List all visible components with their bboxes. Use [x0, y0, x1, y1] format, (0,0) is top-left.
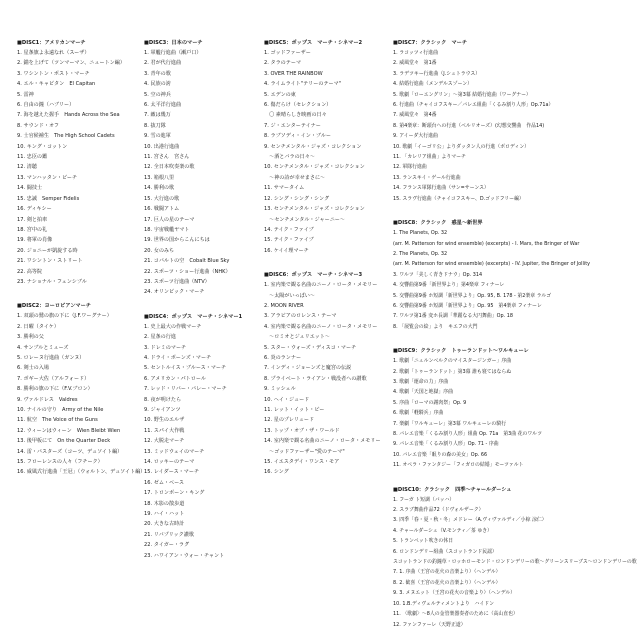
track-item: 8. プライベート・ライアン・戦没者への讃歌 [264, 375, 367, 382]
track-item: 12. ウィーンはウィーン Wien Bleibt Wien [17, 427, 121, 434]
track-item: 11. 「カレリア組曲」よりマーチ [393, 154, 466, 161]
track-item: 〜太陽がいっぱい〜 [264, 292, 315, 299]
track-item: 13. 箱根八里 [144, 174, 175, 181]
track-item: 18. 木影の散歩道 [144, 500, 185, 507]
disc-section [393, 218, 598, 332]
track-item: 9. バレエ音楽「くるみ割り人形」Op. 71 - 序曲 [393, 441, 499, 448]
track-item: 16. シング [264, 469, 289, 476]
track-item: 〜神の詩が幸せまさに〜 [264, 174, 326, 181]
track-item: スコットランドの釣鐘草・ロッホローモンド・ロンドンデリーの歌〜グリーンスリーブス〜ロンドンデリーの歌 [393, 559, 637, 566]
track-item: (arr. M. Patterson for wind ensemble) (excerpts) - I. Mars, the Bringer of War [393, 240, 580, 247]
track-item: 1. フーガ ト短調（バッハ） [393, 496, 455, 503]
disc-section [144, 38, 262, 298]
track-item: 8. サウンド・オフ [17, 122, 59, 129]
track-item: 14. 闘技士 [17, 185, 43, 192]
track-item: 8. 夜が明けたら [144, 396, 182, 403]
track-item: 12. シング・シング・シング [264, 195, 330, 202]
track-item: 10. バレエ音楽「眠りの森の美女」Op. 66 [393, 451, 488, 458]
track-item: 12. ファンファーレ（天野正道） [393, 621, 466, 628]
track-item: 2. タラのテーマ [264, 60, 302, 67]
track-item: 13. ミッドウェイのマーチ [144, 448, 205, 455]
track-item: 1. 歌劇「ニュルンベルクのマイスタージンガー」序曲 [393, 358, 512, 365]
disc-section [264, 270, 386, 478]
track-item: 8. 抜刀隊 [144, 122, 166, 129]
track-item: 4. 民族の誇 [144, 81, 171, 88]
track-item: 9. 雪の進軍 [144, 133, 171, 140]
track-item: 19. ハイ・ハット [144, 511, 185, 518]
track-item: 20. 大きな古時計 [144, 521, 185, 528]
disc-title: ■DISC2：ヨーロピアンマーチ [17, 303, 91, 310]
track-item: 17. 剣と拍車 [17, 216, 48, 223]
disc-section [393, 346, 598, 470]
track-item: 14. 雷・バスターズ（コーツ、デュソイト編） [17, 448, 123, 455]
track-item: 11. スパイ大作戦 [144, 427, 185, 434]
track-item: 1. 星条旗よ永遠なれ（スーザ） [17, 50, 90, 56]
track-item: 21. ワシントン・ストリート [17, 258, 83, 265]
track-item: 10. ナイルの守り Army of the Nile [17, 407, 104, 413]
track-item: 〇 素晴らしき映画の日々 [264, 112, 327, 119]
track-item: 19. 将軍の肖像 [17, 237, 53, 244]
track-item: 7. 威風堂々 第4番 [393, 112, 437, 119]
track-item: 1. 史上最大の作戦マーチ [144, 323, 202, 330]
track-item: 6. 交響曲第9番 ホ短調「新世界より」Op. 95 第4楽章 フィナーレ [393, 302, 542, 309]
track-item: 11. オペラ・ファンタジー「フィガロの結婚」モーツァルト [393, 462, 524, 469]
track-item: 12. 軍隊行進曲 [393, 164, 427, 171]
track-item: 〜ロミオとジュリエット〜 [264, 334, 330, 341]
track-item: 5. セントルイス・ブルース・マーチ [144, 365, 227, 372]
track-item: 8. 2. 歓喜（王宮の花火の音楽より）（ヘンデル） [393, 579, 501, 586]
track-item: (arr. M. Patterson for wind ensemble) (excerpts) - IV. Jupiter, the Bringer of Jollity [393, 261, 591, 268]
track-item: 8. 「展覧会の絵」より キエフの大門 [393, 323, 478, 330]
track-item: 9. センチメンタル・ジャズ・コレクション [264, 143, 362, 150]
track-item: 4. 結婚行進曲（メンデルスゾーン） [393, 81, 473, 88]
track-item: 9. 士官候補生 The High School Cadets [17, 133, 115, 140]
track-item: 10. ヘイ・ジュード [264, 396, 310, 403]
track-item: 2. 威風堂々 第1番 [393, 60, 437, 67]
track-item: 7. 海を越えた握手 Hands Across the Sea [17, 112, 120, 119]
track-item: 7. ワルツ第1番 変ホ長調「華麗なる大円舞曲」Op. 18 [393, 313, 513, 320]
track-item: 3. OVER THE RAINBOW [264, 70, 323, 77]
track-item: 20. 女のみち [144, 247, 175, 254]
track-item: 14. ロッキーのテーマ [144, 459, 195, 466]
track-item: 5. トランペット吹きの休日 [393, 538, 454, 545]
track-item: 5. 歌劇「ローエングリン」〜第3幕 結婚行進曲（ワーグナー） [393, 91, 531, 98]
track-item: 7. ボギー大佐（アルフォード） [17, 375, 90, 382]
track-item: 3. ワルツ「美しく青きドナウ」Op. 314 [393, 271, 483, 278]
track-item: 16. ゼム・ベース [144, 479, 185, 486]
track-item: 3. ワシントン・ポスト・マーチ [17, 70, 90, 77]
track-item: 16. ケイイ理マーチ [264, 247, 309, 254]
track-item: 14. 室内楽で観る名曲のニーノ・ロータ・メモリー [264, 438, 381, 445]
track-item: 1. ゴッドファーザー [264, 50, 311, 56]
track-item: 5. スター・ウォーズ・ディスコ・マーチ [264, 344, 357, 351]
track-item: 9. 3. メヌエット（王宮の花火の音楽より）（ヘンデル） [393, 590, 516, 597]
track-item: 3. アラビアのロレンス・テーマ [264, 313, 337, 320]
track-item: 19. 世界の国からこんにちは [144, 237, 210, 244]
track-item: 17. 巨人の星のテーマ [144, 216, 195, 223]
track-item: 17. トロンボーン・キング [144, 490, 205, 497]
track-item: 7. 1. 序曲（王宮の花火の音楽より）（ヘンデル） [393, 569, 501, 576]
track-item: 18. 宇宙戦艦ヤマト [144, 226, 190, 233]
track-item: 11. レット・イット・ビー [264, 407, 325, 413]
track-item: 〜ゴッドファーザー"愛のテーマ" [264, 448, 345, 455]
track-item: 11. サマータイム [264, 185, 305, 192]
track-item: 13. センチメンタル・ジャズ・コレクション [264, 206, 365, 213]
track-item: 24. オリンピック・マーチ [144, 289, 205, 296]
track-item: 5. 序曲「ローマの謝肉祭」Op. 9 [393, 399, 467, 406]
track-item: 10. 歌劇「イーゴリ公」よりダッタン人の行進（ボロディン） [393, 143, 530, 150]
disc-title: ■DISC8：クラシック 惑星〜新世界 [393, 220, 483, 227]
track-item: 2. 君が代行進曲 [144, 60, 182, 67]
track-item: 2. 日曜（タイケ） [17, 323, 59, 330]
track-item: 9. アイーダ大行進曲 [393, 133, 438, 140]
track-item: 3. ラデツキー行進曲（J.シュトラウス） [393, 70, 481, 77]
track-item: 5. 交響曲第9番 ホ短調「新世界より」Op. 95, B. 178 - 第2楽章 ラルゴ [393, 292, 552, 299]
track-item: 6. 炎のランナー [264, 354, 302, 361]
track-item: 15. 忠誠 Semper Fidelis [17, 195, 80, 202]
track-item: 11. 忠臣の鑑 [17, 154, 48, 161]
track-item: 15. フローレンスの人々（フチーク） [17, 459, 103, 466]
track-item: 12. 星のプレリュード [264, 417, 315, 424]
disc-title: ■DISC4：ポップス マーチ・シネマー1 [144, 313, 243, 320]
track-item: 16. 威風式行進曲「王冠」（ウォルトン、デュソイト編） [17, 469, 146, 476]
track-item: 20. ジョニーが凱旋する時 [17, 247, 78, 254]
track-item: 5. 空の神兵 [144, 91, 171, 98]
track-item: 7. ジ・エンターテイナー [264, 122, 321, 129]
disc-section [17, 38, 135, 287]
column-1 [17, 38, 146, 492]
track-item: 23. ハワイアン・ウォー・チャント [144, 552, 225, 559]
track-item: 7. インディ・ジョーンズと魔宮の伝説 [264, 365, 352, 372]
disc-section [17, 301, 146, 478]
track-item: 2. 錨を上げて（ツンマーマン、ニュートン編） [17, 60, 125, 67]
track-item: 5. ロレーヌ行進曲（ガンヌ） [17, 354, 85, 361]
track-item: 15. イエスタデイ・ワンス・モア [264, 459, 340, 466]
track-item: 8. ラブソディ・イン・ブルー [264, 133, 331, 140]
track-item: 15. テイク・ファイブ [264, 237, 314, 244]
disc-title: ■DISC10：クラシック 四季〜チャールダーシュ [393, 486, 512, 493]
disc-title: ■DISC3：日本のマーチ [144, 40, 203, 46]
track-item: 5. 雷神 [17, 91, 34, 98]
track-item: 15. スラヴ行進曲（チャイコフスキー、D.ゴッドフリー編） [393, 195, 524, 202]
track-item: 6. アメリカン・パトロール [144, 375, 206, 382]
track-item: 4. 歌劇「天国と地獄」序曲 [393, 389, 454, 396]
track-item: 9. ミッシェル [264, 386, 296, 393]
track-item: 4. サンブルとミューズ [17, 344, 69, 351]
disc-title: ■DISC7：クラシック マーチ [393, 40, 468, 46]
track-item: 13. 後甲板にて On the Quarter Deck [17, 438, 111, 445]
track-item: 13. マンハッタン・ビーチ [17, 174, 78, 181]
track-item: 11. 〈歌劇〉〜8人の金管楽器奏者のために（高山直也） [393, 611, 518, 618]
track-item: 8. 勝利の旗の下に（F.V.ブロン） [17, 386, 93, 393]
track-item: 10. センチメンタル・ジャズ・コレクション [264, 164, 365, 171]
track-item: 4. エル・キャピタン El Capitan [17, 81, 96, 88]
track-item: 22. 高等院 [17, 268, 43, 275]
track-item: 7. 敵は幾万 [144, 112, 171, 119]
disc-title: ■DISC5：ポップス マーチ・シネマー2 [264, 40, 363, 46]
track-item: 14. 勝利の歌 [144, 185, 175, 192]
track-item: 14. テイク・ファイブ [264, 226, 314, 233]
track-item: 3. 勝利の父 [17, 334, 44, 341]
track-item: 6. 自由の鐘（ハブリー） [17, 102, 75, 109]
track-item: 12. 全日本吹奏楽の歌 [144, 164, 195, 171]
track-item: 5. エデンの東 [264, 91, 296, 98]
track-item: 15. 大行進の歌 [144, 195, 180, 202]
disc-section [264, 38, 386, 256]
track-item: 4. チャールダーシュ（V.モンティ／茶 ゆき） [393, 527, 493, 534]
track-item: 4. 交響曲第9番「新世界より」第4楽章 フィナーレ [393, 282, 505, 289]
track-item: 22. タイガー・ラグ [144, 542, 190, 549]
track-item: 2. スラブ舞曲作品72（ドヴォルザーク） [393, 507, 484, 514]
track-item: 9. ヴァルドレス Valdres [17, 396, 78, 403]
column-3 [264, 38, 386, 492]
track-item: 14. フランス軍隊行進曲（サン=サーンス） [393, 185, 489, 192]
track-item: 8. 第4楽章：断頭台への行進（ベルリオーズ）(幻想交響曲 作品14) [393, 122, 545, 129]
track-item: 10. 出港行進曲 [144, 143, 180, 150]
track-item: 11. 航空 The Voice of the Guns [17, 417, 98, 424]
track-item: 23. ナショナル・フェンシブル [17, 278, 87, 285]
track-item: 2. The Planets, Op. 32 [393, 250, 448, 257]
track-item: 2. MOON RIVER [264, 302, 304, 309]
track-item: 23. スポーツ行進曲（NTV） [144, 278, 210, 285]
column-4 [393, 38, 637, 644]
track-item: 7. レッド・リバー・バレー・マーチ [144, 386, 227, 393]
track-item: 6. 行進曲（チャイコフスキー／バレエ組曲「くるみ割り人形」Op.71a） [393, 102, 554, 109]
track-item: 3. 四季「春・夏・秋・冬」メドレー（A.ヴィヴァルディ／小椋 涼仁） [393, 517, 547, 524]
disc-title: ■DISC1：アメリカンマーチ [17, 40, 86, 46]
track-item: 21. リバプリック讃歌 [144, 531, 194, 538]
track-item: 1. 軍艦行進曲（瀬戸口） [144, 50, 202, 56]
column-2 [144, 38, 262, 575]
track-item: 9. ジャイアンツ [144, 407, 181, 413]
track-item: 12. 清聴 [17, 164, 37, 171]
track-item: 〜センチメンタル・ジャーニー〜 [264, 216, 345, 223]
track-item: 3. 歌劇「運命の力」序曲 [393, 378, 449, 385]
track-item: 〜酒とバラの日々〜 [264, 154, 315, 161]
track-item: 4. ドライ・ボーンズ・マーチ [144, 354, 212, 361]
track-item: 10. 野生のエルザ [144, 417, 185, 424]
track-item: 6. ロンドンデリー組曲（スコットランド民謡） [393, 548, 497, 555]
track-item: 16. 戦闘アトム [144, 206, 180, 213]
track-item: 1. 双頭の鷲の旗の下に（J.F.ワーグナー） [17, 313, 112, 320]
track-item: 3. 青年の歌 [144, 70, 171, 77]
disc-section [144, 312, 262, 561]
track-item: 22. スポーツ・ショー行進曲（NHK） [144, 268, 231, 275]
track-item: 6. 剣士の入場 [17, 365, 49, 372]
track-item: 6. 傷だらけ（セレクション） [264, 102, 332, 109]
track-item: 2. 歌劇「トゥーランドット」第3幕 誰も寝てはならぬ [393, 368, 512, 375]
track-item: 1. The Planets, Op. 32 [393, 230, 448, 237]
track-item: 8. バレエ音楽「くるみ割り人形」組曲 Op. 71a 第3曲 花のワルツ [393, 431, 542, 437]
track-item: 18. 宮中の礼 [17, 226, 48, 233]
track-item: 10. 1.B.ディヴェルティメントより ハイドン [393, 600, 495, 607]
track-item: 7. 楽劇「ワルキューレ」第3幕 ワルキューレの騎行 [393, 420, 507, 427]
track-item: 1. ラコッツィ行進曲 [393, 50, 438, 56]
disc-section [393, 485, 637, 630]
track-item: 11. 宮さん 宮さん [144, 154, 190, 161]
track-item: 6. 太平洋行進曲 [144, 102, 182, 109]
track-item: 2. 星条の行進 [144, 334, 176, 341]
track-item: 3. ドレミのマーチ [144, 344, 187, 351]
track-item: 1. 室内楽で観る名曲のニーノ・ロータ・メモリー [264, 282, 378, 289]
track-item: 15. レイダース・マーチ [144, 469, 200, 476]
track-item: 21. コバルトの空 Cobalt Blue Sky [144, 258, 230, 265]
track-item: 13. ランスキイ・ゲール行進曲 [393, 174, 461, 181]
track-item: 13. トップ・オブ・ザ・ワールド [264, 427, 340, 434]
track-item: 4. 室内楽で観る名曲のニーノ・ロータ・メモリー [264, 323, 378, 330]
track-item: 6. 歌劇「軽騎兵」序曲 [393, 410, 444, 417]
track-item: 10. キング・コットン [17, 143, 68, 150]
track-item: 4. ライムライト"テリーのテーマ" [264, 81, 342, 88]
disc-title: ■DISC9：クラシック トゥーランドット〜ワルキューレ [393, 348, 529, 355]
disc-section [393, 38, 598, 204]
disc-title: ■DISC6：ポップス マーチ・シネマー3 [264, 272, 363, 279]
track-item: 16. ディキシー [17, 206, 52, 213]
track-item: 12. 大脱走マーチ [144, 438, 185, 445]
